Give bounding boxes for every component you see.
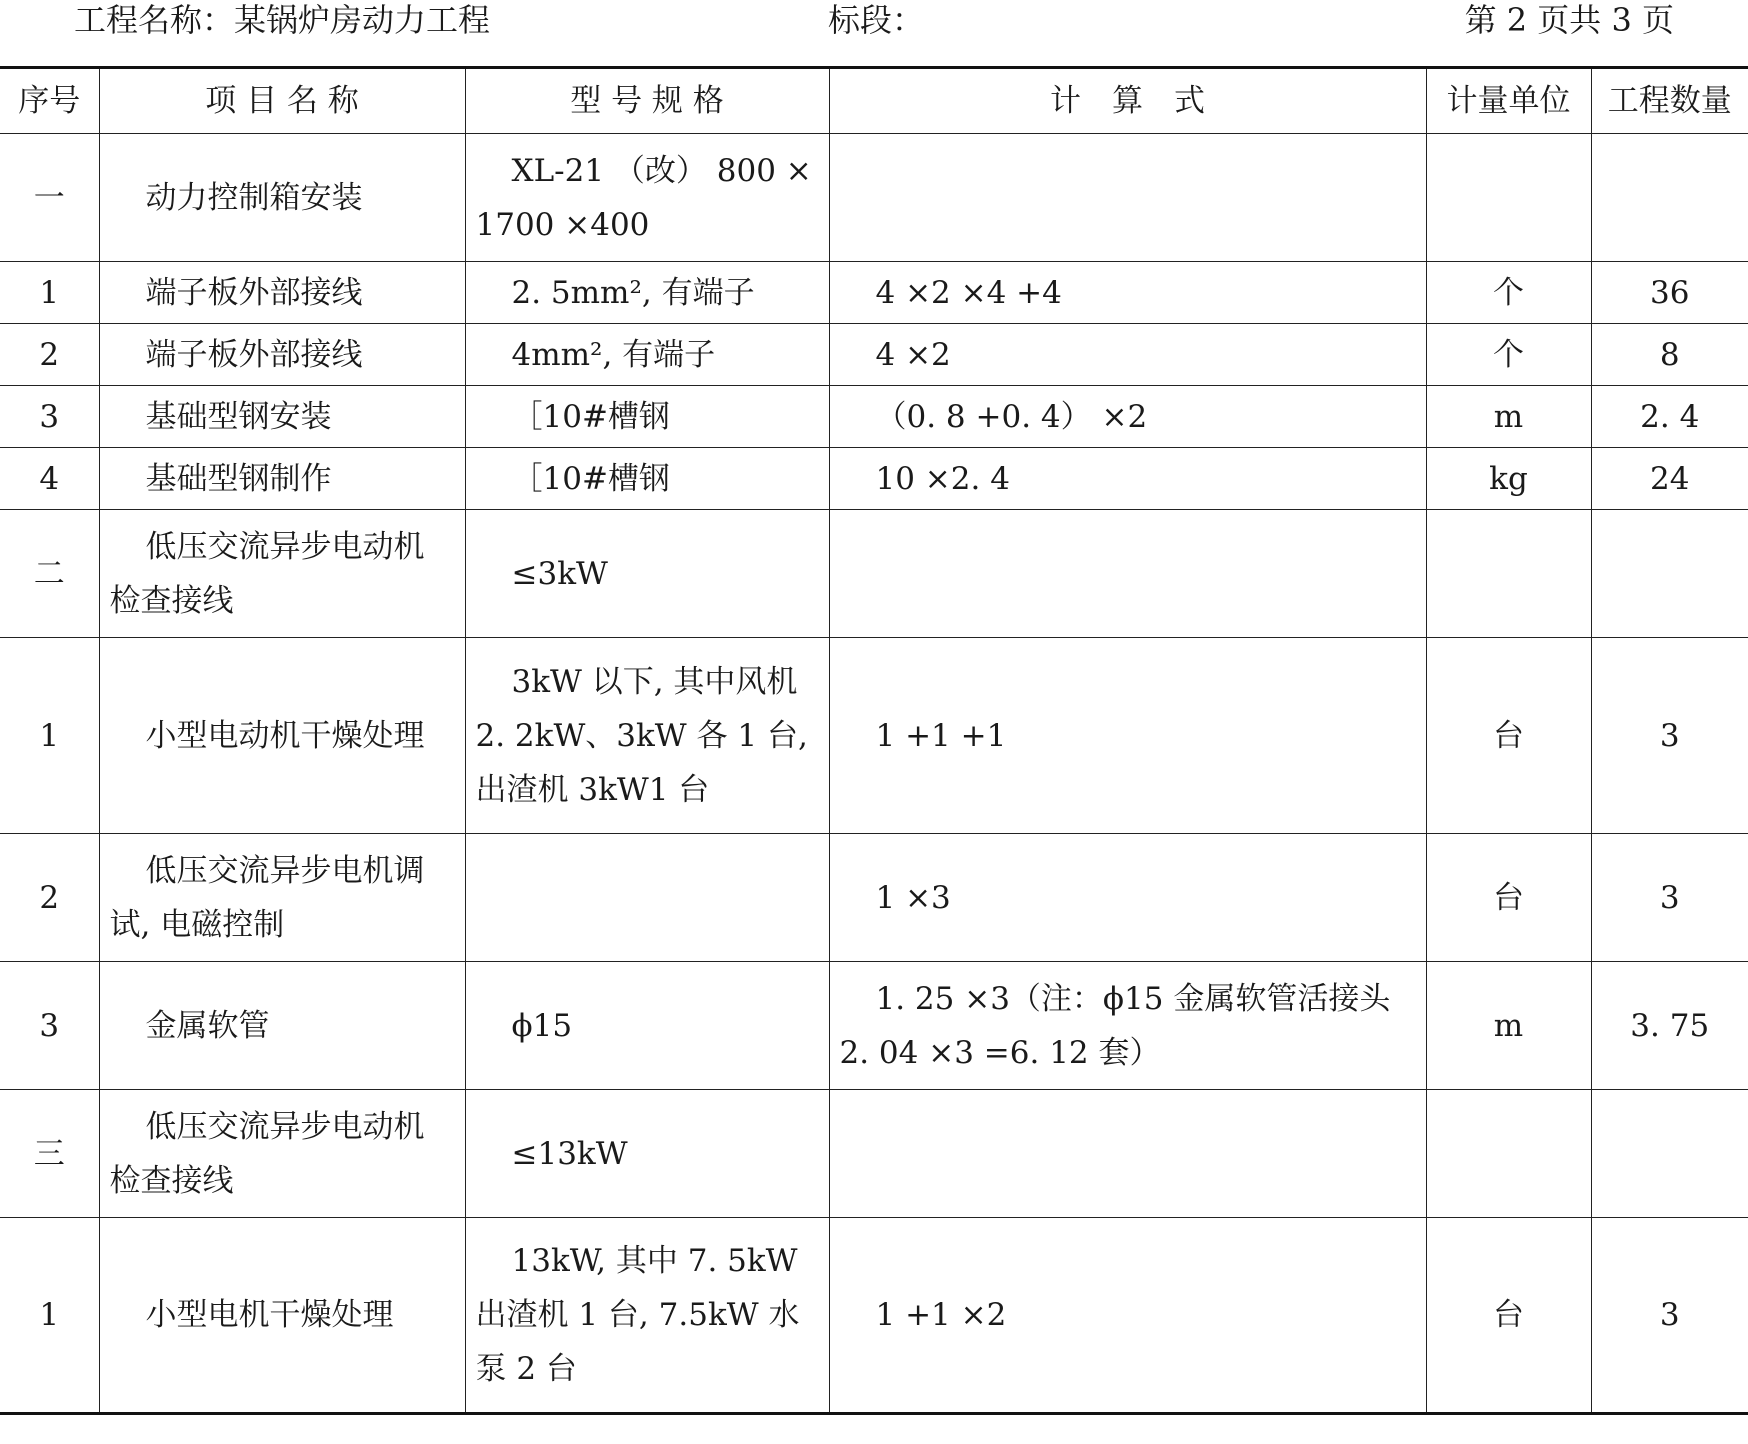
row-spec: ［10#槽钢 xyxy=(465,386,829,448)
row-name: 低压交流异步电动机检查接线 xyxy=(99,1090,465,1218)
row-unit xyxy=(1426,1090,1591,1218)
row-name: 低压交流异步电动机检查接线 xyxy=(99,510,465,638)
row-spec: 2. 5mm², 有端子 xyxy=(465,262,829,324)
row-no: 1 xyxy=(0,638,99,834)
row-calc: （0. 8 +0. 4） ×2 xyxy=(829,386,1426,448)
row-qty: 8 xyxy=(1591,324,1748,386)
row-calc: 1. 25 ×3（注：ϕ15 金属软管活接头 2. 04 ×3 =6. 12 套） xyxy=(829,962,1426,1090)
row-qty xyxy=(1591,134,1748,262)
table-row xyxy=(0,510,1748,638)
row-no: 二 xyxy=(0,510,99,638)
row-no: 2 xyxy=(0,834,99,962)
row-unit: 台 xyxy=(1426,834,1591,962)
table-row xyxy=(0,1218,1748,1414)
col-header-qty: 工程数量 xyxy=(1591,68,1748,134)
row-qty xyxy=(1591,510,1748,638)
row-spec: ≤13kW xyxy=(465,1090,829,1218)
row-no: 三 xyxy=(0,1090,99,1218)
row-no: 4 xyxy=(0,448,99,510)
row-unit xyxy=(1426,134,1591,262)
table-row xyxy=(0,638,1748,834)
table-row xyxy=(0,1090,1748,1218)
row-name: 小型电机干燥处理 xyxy=(99,1218,465,1414)
row-calc xyxy=(829,134,1426,262)
table-row xyxy=(0,324,1748,386)
row-unit: 台 xyxy=(1426,638,1591,834)
row-name: 端子板外部接线 xyxy=(99,324,465,386)
row-name: 小型电动机干燥处理 xyxy=(99,638,465,834)
row-qty: 3. 75 xyxy=(1591,962,1748,1090)
col-header-spec: 型 号 规 格 xyxy=(465,68,829,134)
row-qty: 24 xyxy=(1591,448,1748,510)
table-row xyxy=(0,386,1748,448)
row-no: 3 xyxy=(0,386,99,448)
row-unit: kg xyxy=(1426,448,1591,510)
col-header-calc: 计 算 式 xyxy=(829,68,1426,134)
row-spec: 4mm², 有端子 xyxy=(465,324,829,386)
row-no: 2 xyxy=(0,324,99,386)
row-qty xyxy=(1591,1090,1748,1218)
row-spec: 3kW 以下, 其中风机 2. 2kW、3kW 各 1 台, 出渣机 3kW1 台 xyxy=(465,638,829,834)
row-spec: ϕ15 xyxy=(465,962,829,1090)
row-spec: 13kW, 其中 7. 5kW 出渣机 1 台, 7.5kW 水泵 2 台 xyxy=(465,1218,829,1414)
row-name: 端子板外部接线 xyxy=(99,262,465,324)
row-spec: ［10#槽钢 xyxy=(465,448,829,510)
project-name: 工程名称：某锅炉房动力工程 xyxy=(74,1,491,39)
section-label: 标段： xyxy=(828,1,925,39)
row-calc xyxy=(829,510,1426,638)
table-row xyxy=(0,962,1748,1090)
row-spec: ≤3kW xyxy=(465,510,829,638)
row-unit: m xyxy=(1426,386,1591,448)
table-row xyxy=(0,834,1748,962)
row-unit xyxy=(1426,510,1591,638)
table-row xyxy=(0,262,1748,324)
row-calc: 1 ×3 xyxy=(829,834,1426,962)
table-row xyxy=(0,134,1748,262)
row-calc xyxy=(829,1090,1426,1218)
row-no: 1 xyxy=(0,1218,99,1414)
row-calc: 4 ×2 xyxy=(829,324,1426,386)
table-header-row xyxy=(0,68,1748,134)
quantity-table xyxy=(0,66,1748,1415)
row-no: 一 xyxy=(0,134,99,262)
row-unit: m xyxy=(1426,962,1591,1090)
row-calc: 4 ×2 ×4 +4 xyxy=(829,262,1426,324)
col-header-unit: 计量单位 xyxy=(1426,68,1591,134)
row-unit: 个 xyxy=(1426,324,1591,386)
row-qty: 3 xyxy=(1591,1218,1748,1414)
row-name: 低压交流异步电机调试, 电磁控制 xyxy=(99,834,465,962)
row-spec: XL-21 （改） 800 × 1700 ×400 xyxy=(465,134,829,262)
row-qty: 2. 4 xyxy=(1591,386,1748,448)
col-header-name: 项 目 名 称 xyxy=(99,68,465,134)
row-no: 1 xyxy=(0,262,99,324)
row-no: 3 xyxy=(0,962,99,1090)
row-name: 基础型钢安装 xyxy=(99,386,465,448)
row-unit: 个 xyxy=(1426,262,1591,324)
page-header xyxy=(0,0,1748,56)
table-row xyxy=(0,448,1748,510)
page-number: 第 2 页共 3 页 xyxy=(1464,1,1674,39)
row-spec xyxy=(465,834,829,962)
row-calc: 1 +1 ×2 xyxy=(829,1218,1426,1414)
row-calc: 1 +1 +1 xyxy=(829,638,1426,834)
row-name: 动力控制箱安装 xyxy=(99,134,465,262)
row-name: 基础型钢制作 xyxy=(99,448,465,510)
row-name: 金属软管 xyxy=(99,962,465,1090)
row-unit: 台 xyxy=(1426,1218,1591,1414)
row-qty: 3 xyxy=(1591,638,1748,834)
row-qty: 36 xyxy=(1591,262,1748,324)
row-calc: 10 ×2. 4 xyxy=(829,448,1426,510)
col-header-no: 序号 xyxy=(0,68,99,134)
row-qty: 3 xyxy=(1591,834,1748,962)
